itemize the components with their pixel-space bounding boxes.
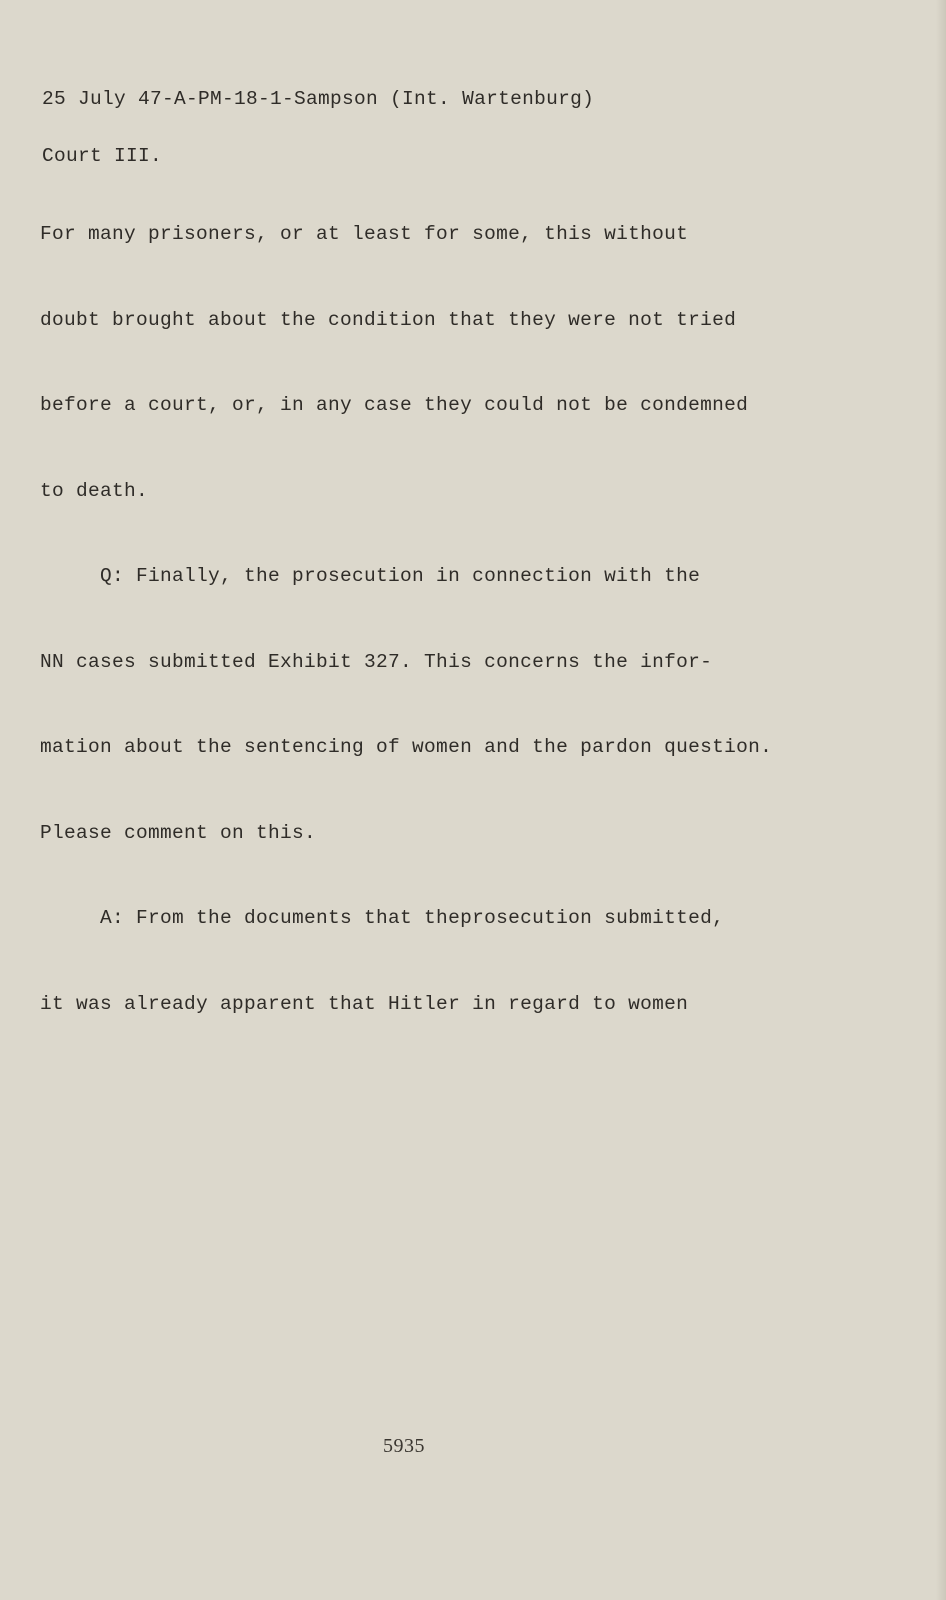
body-line: NN cases submitted Exhibit 327. This concerns the infor- (40, 650, 713, 673)
question-line: Q: Finally, the prosecution in connection with the (40, 565, 701, 587)
body-line: For many prisoners, or at least for some, this without (40, 223, 689, 245)
header-session-line: 25 July 47-A-PM-18-1-Sampson (Int. Wartenburg) (42, 88, 595, 110)
page-number: 5935 (383, 1435, 425, 1457)
answer-line: A: From the documents that theprosecution submitted, (40, 907, 725, 929)
body-line: it was already apparent that Hitler in regard to women (40, 992, 689, 1015)
body-line: doubt brought about the condition that they were not tried (40, 308, 737, 331)
transcript-body (40, 179, 772, 1078)
body-line: Please comment on this. (40, 821, 317, 844)
body-line: before a court, or, in any case they could not be condemned (40, 394, 749, 416)
body-line: mation about the sentencing of women and the pardon question. (40, 736, 773, 758)
header-court-line: Court III. (42, 145, 163, 167)
body-line: to death. (40, 479, 149, 502)
